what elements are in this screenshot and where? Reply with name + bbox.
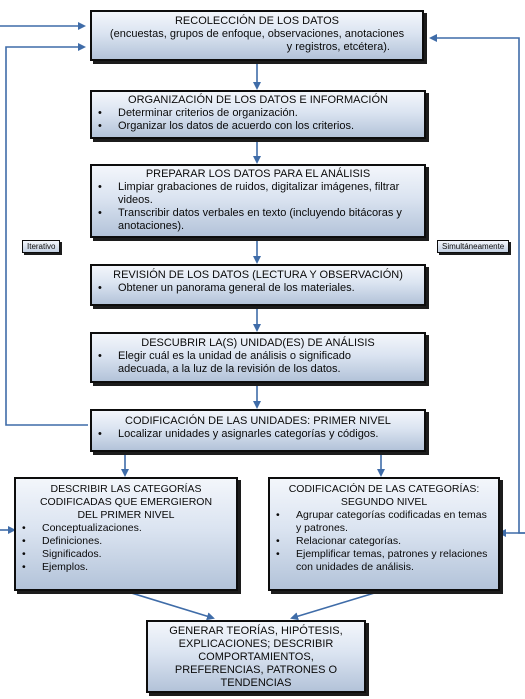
step-list xyxy=(96,282,420,295)
step-title: CODIFICADAS QUE EMERGIERON xyxy=(39,496,213,508)
list-item: • Localizar unidades y asignarles categorías y códigos. xyxy=(118,428,420,441)
list-item: • Agrupar categorías codificadas en temas y patrones. xyxy=(296,509,490,535)
step-title: RECOLECCIÓN DE LOS DATOS xyxy=(174,15,340,27)
step-text: y registros, etcétera). xyxy=(286,41,390,53)
step-generar xyxy=(146,620,366,693)
list-item: • Obtener un panorama general de los materiales. xyxy=(118,282,420,295)
list-item: • Conceptualizaciones. xyxy=(42,522,232,535)
list-item: • Significados. xyxy=(42,548,232,561)
step-title: CODIFICACIÓN DE LAS CATEGORÍAS: xyxy=(288,483,480,495)
label-iterativo: Iterativo xyxy=(22,240,60,253)
list-item: • Elegir cuál es la unidad de análisis o significado adecuada, a la luz de la revisión de los datos. xyxy=(118,350,390,376)
step-codificacion1 xyxy=(90,409,426,452)
step-title: PREPARAR LOS DATOS PARA EL ANÁLISIS xyxy=(145,168,371,180)
step-title: CODIFICACIÓN DE LAS UNIDADES: PRIMER NIVEL xyxy=(125,415,391,427)
list-item: • Transcribir datos verbales en texto (incluyendo bitácoras y anotaciones). xyxy=(118,207,414,233)
step-title: ORGANIZACIÓN DE LOS DATOS E INFORMACIÓN xyxy=(128,94,388,106)
list-item: • Limpiar grabaciones de ruidos, digitalizar imágenes, filtrar videos. xyxy=(118,181,414,207)
list-item: • Ejemplos. xyxy=(42,561,232,574)
step-describir xyxy=(14,477,238,591)
step-title: DESCRIBIR LAS CATEGORÍAS xyxy=(50,483,202,495)
list-item: • Definiciones. xyxy=(42,535,232,548)
step-title: SEGUNDO NIVEL xyxy=(340,496,428,508)
step-codificacion2 xyxy=(268,477,500,591)
step-list xyxy=(96,181,420,233)
arrow-codificacion2-generar xyxy=(292,591,381,618)
step-recoleccion xyxy=(90,10,424,61)
step-list xyxy=(96,107,420,133)
step-title: DESCUBRIR LA(S) UNIDAD(ES) DE ANÁLISIS xyxy=(141,337,375,349)
step-preparar xyxy=(90,164,426,238)
label-simultaneamente: Simultáneamente xyxy=(437,240,509,253)
step-organizacion xyxy=(90,90,426,139)
step-revision xyxy=(90,264,426,306)
arrow-describir-generar xyxy=(125,591,213,618)
list-item: • Organizar los datos de acuerdo con los criterios. xyxy=(118,120,420,133)
step-list xyxy=(20,522,232,574)
step-text: (encuestas, grupos de enfoque, observaciones, anotaciones xyxy=(109,28,405,40)
step-title: DEL PRIMER NIVEL xyxy=(77,509,175,521)
arrow-iterativo-loop xyxy=(6,47,88,425)
step-title: EXPLICACIONES; DESCRIBIR xyxy=(178,638,334,650)
list-item: • Relacionar categorías. xyxy=(296,535,490,548)
step-list xyxy=(96,428,420,441)
step-list xyxy=(96,350,420,376)
step-title: REVISIÓN DE LOS DATOS (LECTURA Y OBSERVACIÓN) xyxy=(113,269,403,281)
list-item: • Determinar criterios de organización. xyxy=(118,107,420,120)
step-title: GENERAR TEORÍAS, HIPÓTESIS, xyxy=(169,625,343,637)
step-title: PREFERENCIAS, PATRONES O xyxy=(174,664,338,676)
step-list xyxy=(274,509,494,574)
list-item: • Ejemplificar temas, patrones y relaciones con unidades de análisis. xyxy=(296,548,490,574)
step-descubrir xyxy=(90,332,426,383)
step-title: COMPORTAMIENTOS, xyxy=(198,651,314,663)
arrow-simultaneo-loop xyxy=(431,38,525,533)
step-title: TENDENCIAS xyxy=(220,677,292,689)
